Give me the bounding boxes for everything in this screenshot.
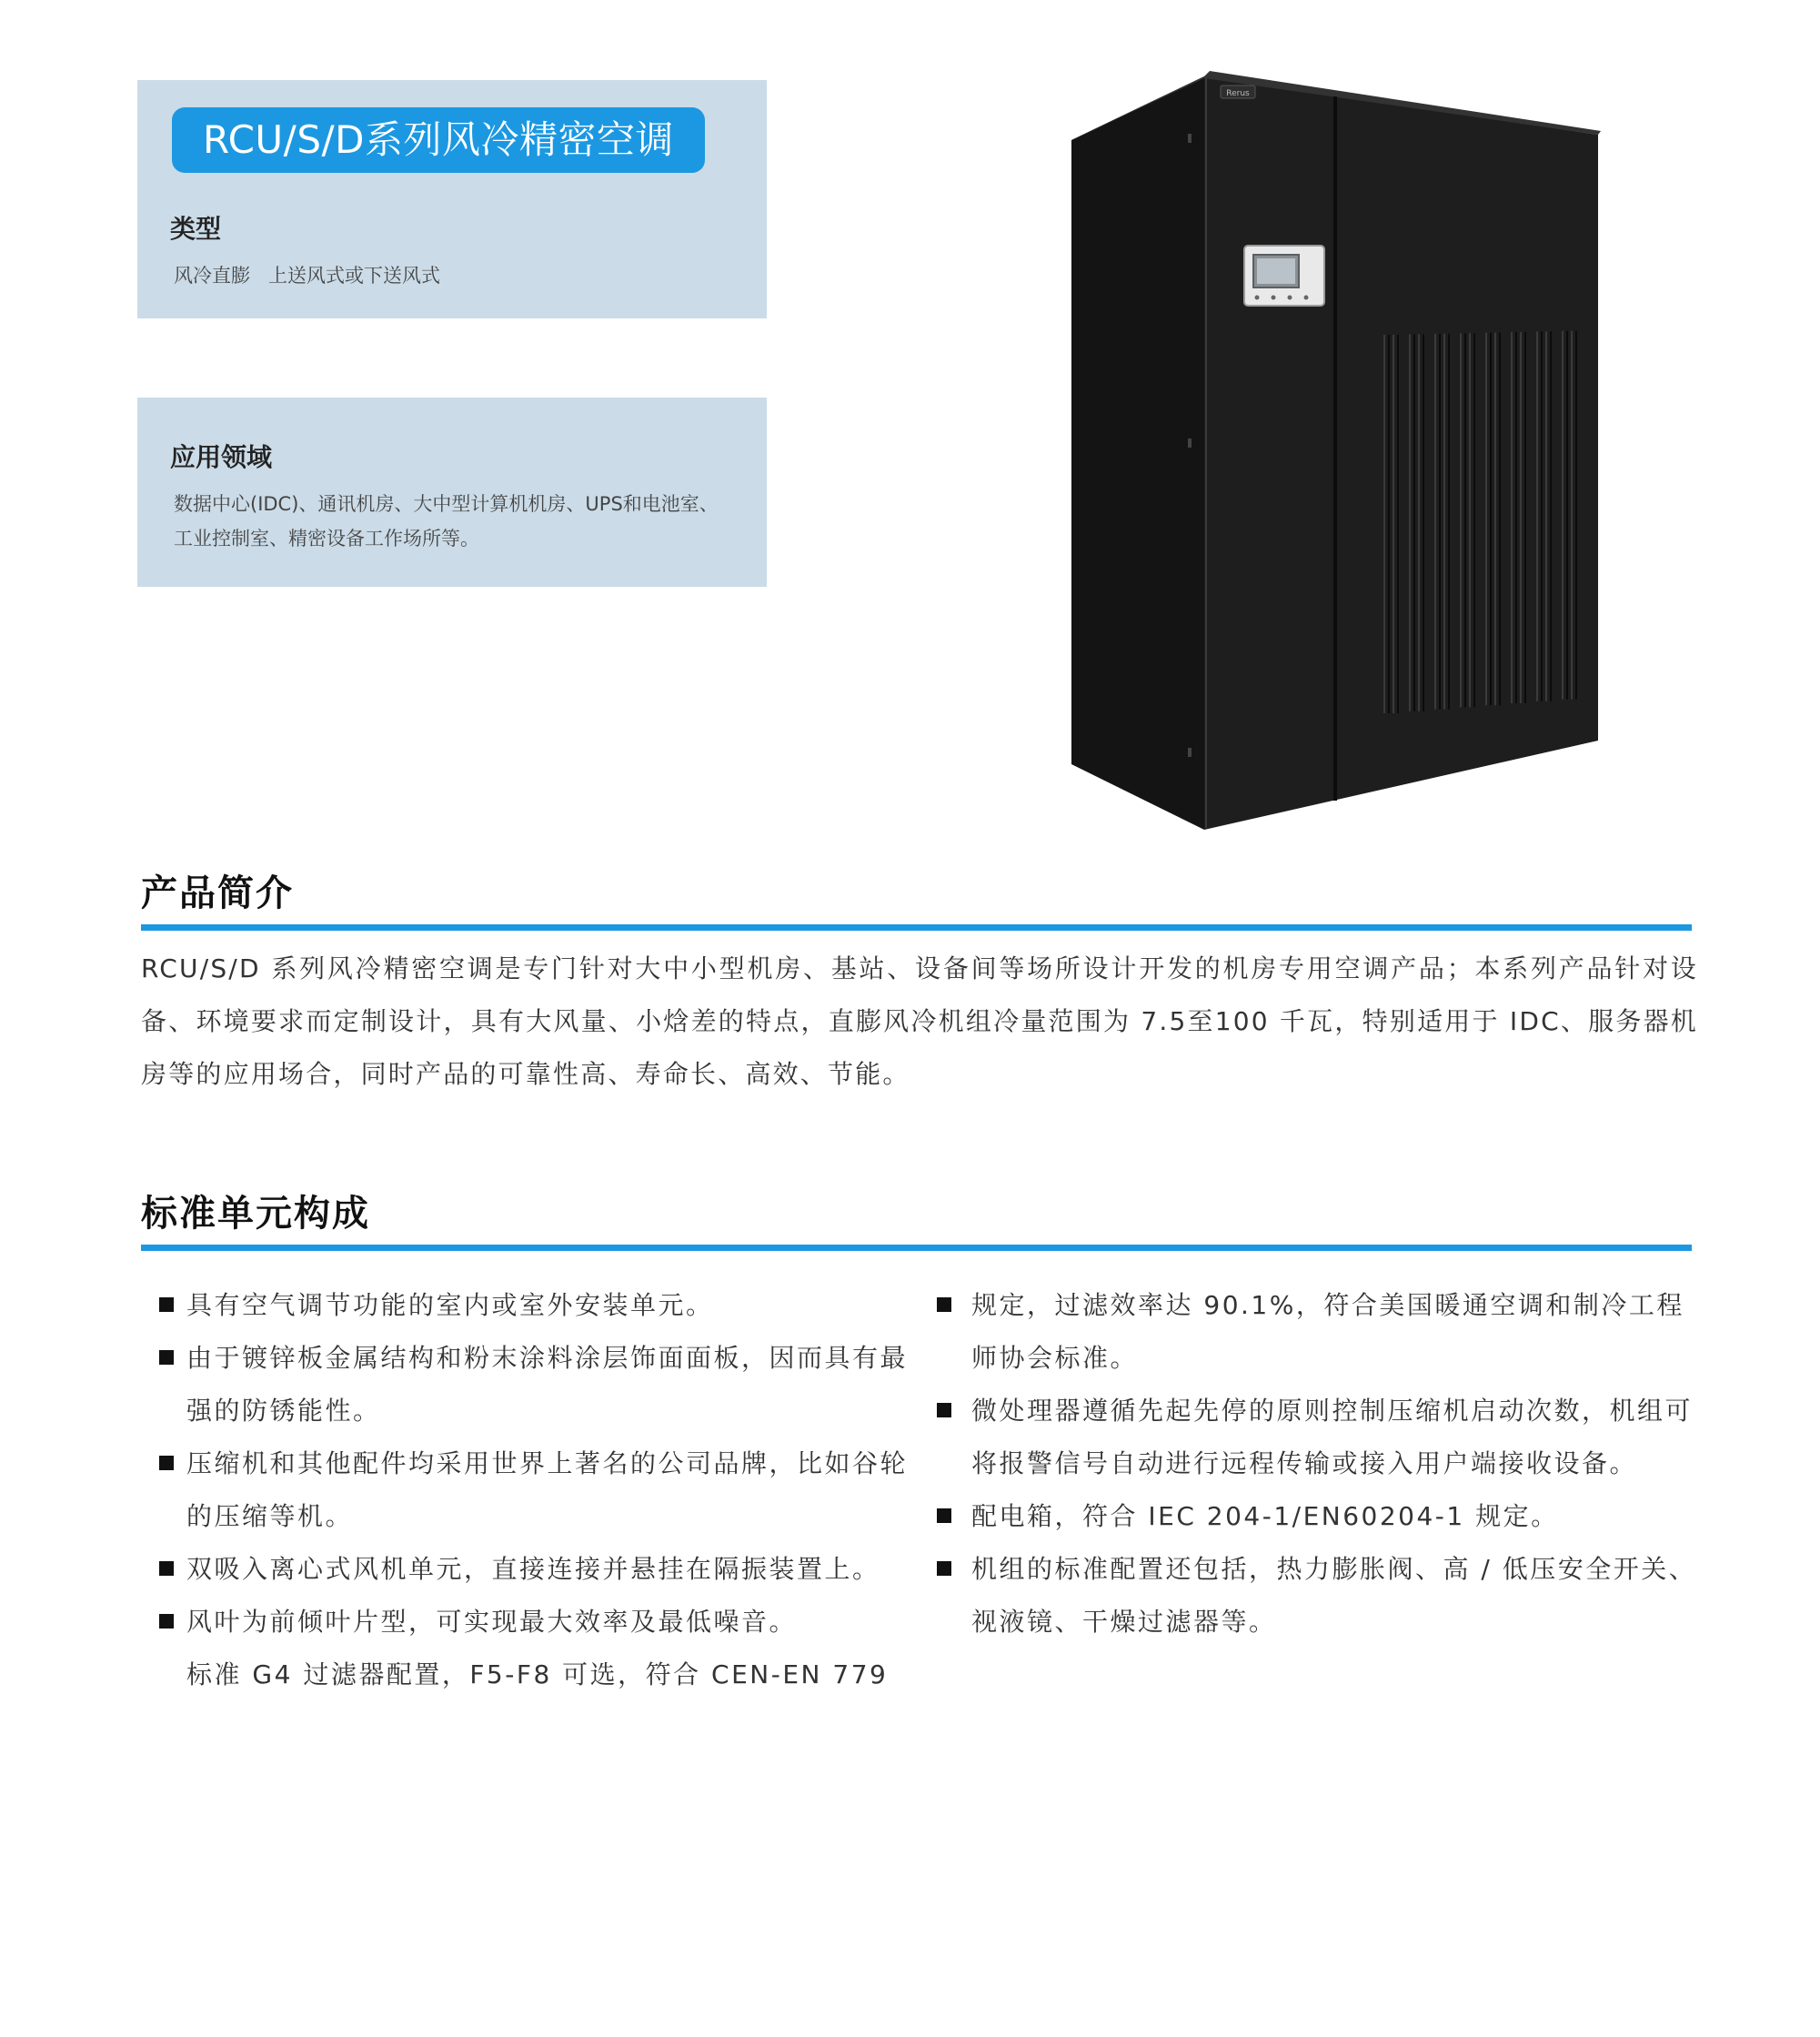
- brand-logo-text: Rerus: [1226, 89, 1250, 98]
- controller-button: [1304, 296, 1309, 300]
- component-list-item: 双吸入离心式风机单元，直接连接并悬挂在隔振装置上。: [159, 1543, 914, 1596]
- hinge: [1188, 134, 1192, 143]
- component-list-item: 标准 G4 过滤器配置，F5-F8 可选，符合 CEN-EN 779: [186, 1659, 889, 1689]
- intro-heading: 产品简介: [141, 872, 294, 914]
- precision-air-conditioner-image: [1064, 66, 1601, 830]
- controller-screen: [1257, 258, 1295, 284]
- components-divider: [141, 1245, 1692, 1251]
- application-line: 数据中心(IDC)、通讯机房、大中型计算机机房、UPS和电池室、: [174, 493, 719, 515]
- component-list-item: 由于镀锌板金属结构和粉末涂料涂层饰面面板，因而具有最强的防锈能性。: [159, 1332, 914, 1437]
- component-list-item: 机组的标准配置还包括，热力膨胀阀、高 / 低压安全开关、视液镜、干燥过滤器等。: [937, 1543, 1701, 1649]
- component-list-item: 配电箱，符合 IEC 204-1/EN60204-1 规定。: [937, 1490, 1701, 1543]
- application-line: 工业控制室、精密设备工作场所等。: [174, 528, 479, 550]
- application-text: [174, 487, 756, 556]
- component-list-item: 规定，过滤效率达 90.1%，符合美国暖通空调和制冷工程师协会标准。: [937, 1279, 1701, 1385]
- intro-paragraph: RCU/S/D 系列风冷精密空调是专门针对大中小型机房、基站、设备间等场所设计开发的机房专用空调产品；本系列产品针对设备、环境要求而定制设计，具有大风量、小焓差的特点，直膨风冷机组冷量范围为 7.5至100 千瓦，特别适用于 IDC、服务器机房等的应用场合，同时产品的可靠性高、寿命长、高效、节能。: [141, 953, 1698, 1089]
- unit-front-panel: [1204, 76, 1598, 830]
- component-list-item: 风叶为前倾叶片型，可实现最大效率及最低噪音。: [159, 1596, 914, 1649]
- application-label: 应用领域: [170, 442, 273, 472]
- hinge: [1188, 439, 1192, 448]
- component-list-item: 具有空气调节功能的室内或室外安装单元。: [159, 1279, 914, 1332]
- application-info-box: [137, 398, 767, 587]
- controller-button: [1255, 296, 1260, 300]
- type-text: 风冷直膨 上送风式或下送风式: [174, 265, 441, 287]
- hinge: [1188, 748, 1192, 757]
- components-list-right: [937, 1279, 1701, 1649]
- type-info-box: [137, 80, 767, 318]
- intro-divider: [141, 924, 1692, 931]
- components-heading: 标准单元构成: [141, 1193, 370, 1235]
- component-list-item: 微处理器遵循先起先停的原则控制压缩机启动次数，机组可将报警信号自动进行远程传输或接入用户端接收设备。: [937, 1385, 1701, 1490]
- unit-side-panel: [1071, 76, 1204, 830]
- type-label: 类型: [170, 214, 222, 244]
- component-list-item: 压缩机和其他配件均采用世界上著名的公司品牌，比如谷轮的压缩等机。: [159, 1437, 914, 1543]
- components-list-left: [159, 1279, 914, 1701]
- controller-button: [1288, 296, 1292, 300]
- controller-button: [1272, 296, 1276, 300]
- product-title: RCU/S/D系列风冷精密空调: [172, 107, 705, 173]
